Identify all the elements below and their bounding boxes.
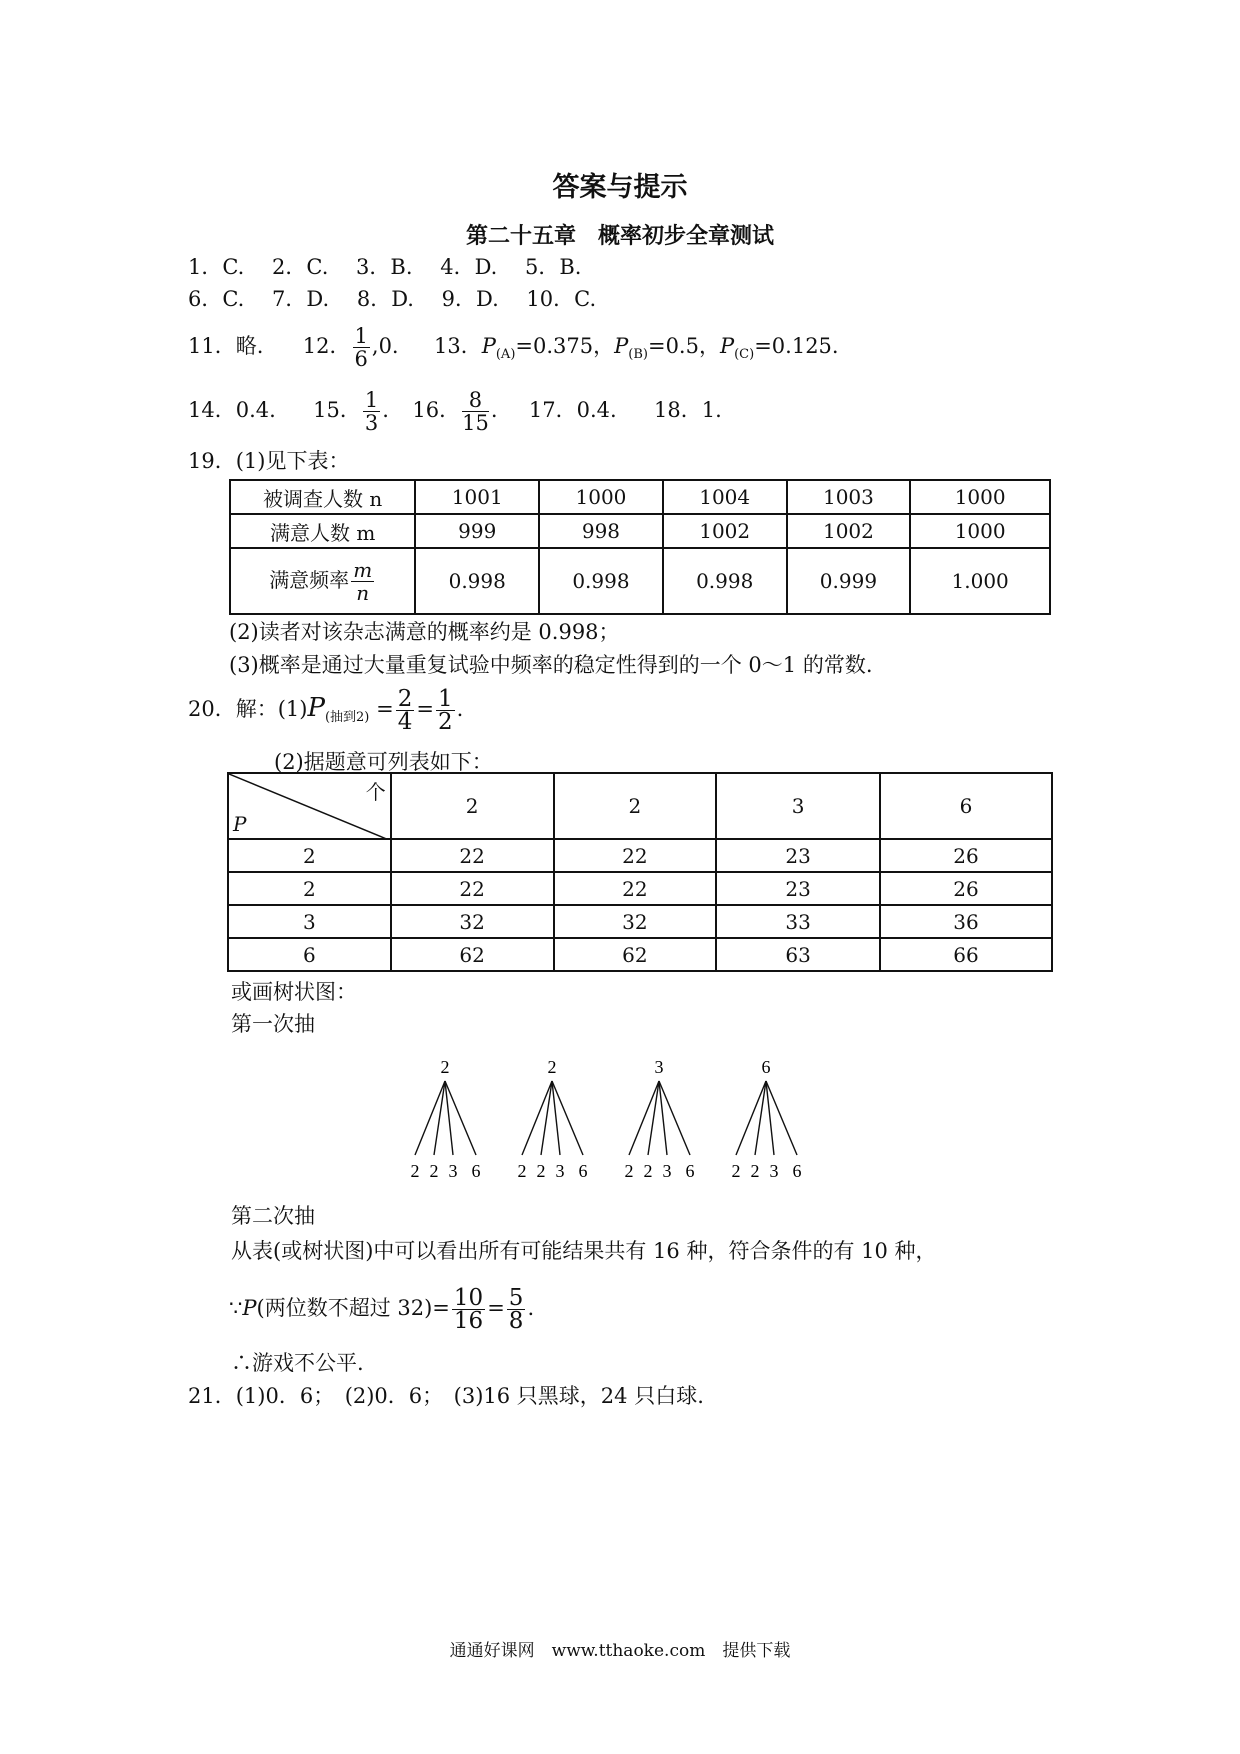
because-symbol: ∵ [229,1296,243,1320]
tree-leaf-label: 3 [555,1161,565,1181]
corner-label-bottom: P [233,812,247,836]
table-cell: 23 [716,872,880,905]
answer-18: 18．1. [654,398,722,422]
q20-end: . [456,697,464,721]
draw-table [227,772,1053,972]
q20-probability [229,1280,534,1336]
answer-13-label: 13． [433,334,482,358]
tree-root-label: 2 [440,1057,450,1077]
answer-13-pb-sub: (B) [628,347,648,362]
table-header-cell: 3 [716,773,880,839]
tree-branch [736,1081,766,1155]
row-label-frequency [230,548,415,614]
tree-leaf-label: 2 [517,1161,527,1181]
table-cell: 0.999 [787,548,911,614]
q20-part-1 [188,682,463,744]
table-cell: 62 [391,938,554,971]
tree-leaf-label: 2 [731,1161,741,1181]
tree-leaf-label: 3 [448,1161,458,1181]
q20-p2-text: (两位数不超过 32)= [256,1296,450,1320]
table-header-cell: 2 [391,773,554,839]
tree-leaf-label: 6 [471,1161,481,1181]
answer-12-fraction: $\frac{1}{6}$ [354,324,368,371]
table-cell: 26 [880,839,1052,872]
tree-leaf-label: 2 [643,1161,653,1181]
answer-13-pb-value: =0.5， [647,334,720,358]
tree-branch [541,1081,552,1155]
table-row [230,548,1050,614]
table-cell: 63 [716,938,880,971]
tree-branch [755,1081,766,1155]
table-cell: 66 [880,938,1052,971]
q20-fraction-3: $\frac{10}{16}$ [453,1285,484,1334]
table-cell: 22 [391,872,554,905]
table-header-cell: 2 [554,773,717,839]
second-draw-label: 第二次抽 [231,1204,315,1228]
table-cell: 23 [716,839,880,872]
table-cell: 22 [391,839,554,872]
table-cell: 1000 [910,514,1050,548]
answers-row-4 [188,386,722,434]
answers-row-2: 6．C. 7．D. 8．D. 9．D. 10．C. [188,287,597,311]
q20-p-sub: (抽到2) [324,710,370,725]
tree-diagram [405,1055,865,1185]
q20-equals: = [487,1296,505,1320]
q21-answer: 21．(1)0．6； (2)0．6； (3)16 只黑球，24 只白球. [188,1384,704,1408]
table-row-label: 2 [228,839,391,872]
answer-13-pa: P [481,334,496,358]
tree-leaf-label: 6 [578,1161,588,1181]
survey-table [229,479,1051,615]
tree-branch [629,1081,659,1155]
tree-leaf-label: 2 [750,1161,760,1181]
table-cell: 1003 [787,480,911,514]
table-row [228,938,1052,971]
tree-leaf-label: 6 [685,1161,695,1181]
table-cell: 22 [554,839,717,872]
q20-equals: = [376,697,394,721]
q20-p-symbol: P [307,693,325,723]
tree-leaf-label: 2 [536,1161,546,1181]
q20-fraction-1: $\frac{2}{4}$ [397,686,413,735]
table-cell: 0.998 [663,548,787,614]
table-cell: 36 [880,905,1052,938]
tree-branch [434,1081,445,1155]
table-cell: 33 [716,905,880,938]
q20-part-2: (2)据题意可列表如下： [274,750,493,774]
tree-leaf-label: 2 [410,1161,420,1181]
answers-row-3 [188,322,839,379]
answer-13-pc-sub: (C) [734,347,755,362]
table-row-label: 3 [228,905,391,938]
table-cell: 1.000 [910,548,1050,614]
tree-branch [648,1081,659,1155]
chapter-title: 第二十五章 概率初步全章测试 [465,224,774,249]
answer-14: 14．0.4. [188,398,276,422]
table-row-label: 6 [228,938,391,971]
answer-13-pc-value: =0.125. [754,334,839,358]
answer-15-fraction: $\frac{1}{3}$ [364,388,379,435]
answer-12-label: 12． [302,334,351,358]
table-cell: 26 [880,872,1052,905]
table-cell: 1000 [539,480,663,514]
q19-part-2: (2)读者对该杂志满意的概率约是 0.998； [229,620,620,644]
tree-branch [415,1081,445,1155]
table-cell: 32 [391,905,554,938]
table-cell: 0.998 [539,548,663,614]
tree-root-label: 2 [547,1057,557,1077]
tree-root-label: 3 [654,1057,664,1077]
answer-17: 17．0.4. [528,398,617,422]
table-cell: 1000 [910,480,1050,514]
answer-12-suffix: ,0. [371,334,399,358]
table-cell: 0.998 [415,548,539,614]
answer-11: 11．略. [188,334,264,358]
q20-p2-symbol: P [242,1296,257,1320]
q19-part-3: (3)概率是通过大量重复试验中频率的稳定性得到的一个 0～1 的常数. [229,653,873,677]
q20-prefix: 20．解：(1) [188,697,308,721]
q19-intro: 19．(1)见下表： [188,449,350,473]
answer-13-pa-sub: (A) [495,347,516,362]
table-row [230,514,1050,548]
answer-16-label: 16． [412,398,461,422]
page-title: 答案与提示 [552,172,688,203]
tree-leaf-label: 3 [769,1161,779,1181]
q20-p2-end: . [527,1296,535,1320]
table-cell: 1001 [415,480,539,514]
table-cell: 62 [554,938,717,971]
table-header-cell: 6 [880,773,1052,839]
tree-leaf-label: 2 [624,1161,634,1181]
table-cell: 1002 [787,514,911,548]
frequency-fraction: $\frac{m}{n}$ [353,557,373,605]
answer-13-pb: P [614,334,629,358]
answer-15-suffix: . [382,398,389,422]
tree-leaf-label: 3 [662,1161,672,1181]
table-row [228,773,1052,839]
table-cell: 32 [554,905,717,938]
q20-equals: = [416,697,434,721]
row-label-satisfied: 满意人数 m [230,514,415,548]
table-row [230,480,1050,514]
table-cell: 1004 [663,480,787,514]
table-cell: 22 [554,872,717,905]
table-cell: 1002 [663,514,787,548]
answer-16-suffix: . [490,398,498,422]
row-label-surveyed: 被调查人数 n [230,480,415,514]
answer-13-pa-value: =0.375， [515,334,615,358]
tree-root-label: 6 [761,1057,771,1077]
q20-conclusion: ∴游戏不公平. [231,1351,364,1375]
answers-row-1: 1．C. 2．C. 3．B. 4．D. 5．B. [188,255,582,279]
tree-leaf-label: 2 [429,1161,439,1181]
table-cell: 999 [415,514,539,548]
table-cell: 998 [539,514,663,548]
table-row-label: 2 [228,872,391,905]
table-row [228,839,1052,872]
q20-fraction-4: $\frac{5}{8}$ [508,1285,524,1334]
answer-16-fraction: $\frac{8}{15}$ [462,388,489,435]
table-row [228,905,1052,938]
first-draw-label: 第一次抽 [231,1012,315,1036]
answer-13-pc: P [719,334,735,358]
table-row [228,872,1052,905]
q20-fraction-2: $\frac{1}{2}$ [437,686,453,735]
q20-part-3: 从表(或树状图)中可以看出所有可能结果共有 16 种，符合条件的有 10 种， [231,1239,937,1263]
frequency-label: 满意频率 [269,567,350,592]
footer-text: 通通好课网 www.tthaoke.com 提供下载 [449,1641,791,1661]
tree-intro: 或画树状图： [231,980,357,1004]
corner-label-top: 个 [365,780,386,804]
answer-15-label: 15． [313,398,361,422]
table-corner-cell [228,773,391,839]
tree-leaf-label: 6 [792,1161,802,1181]
tree-branch [522,1081,552,1155]
